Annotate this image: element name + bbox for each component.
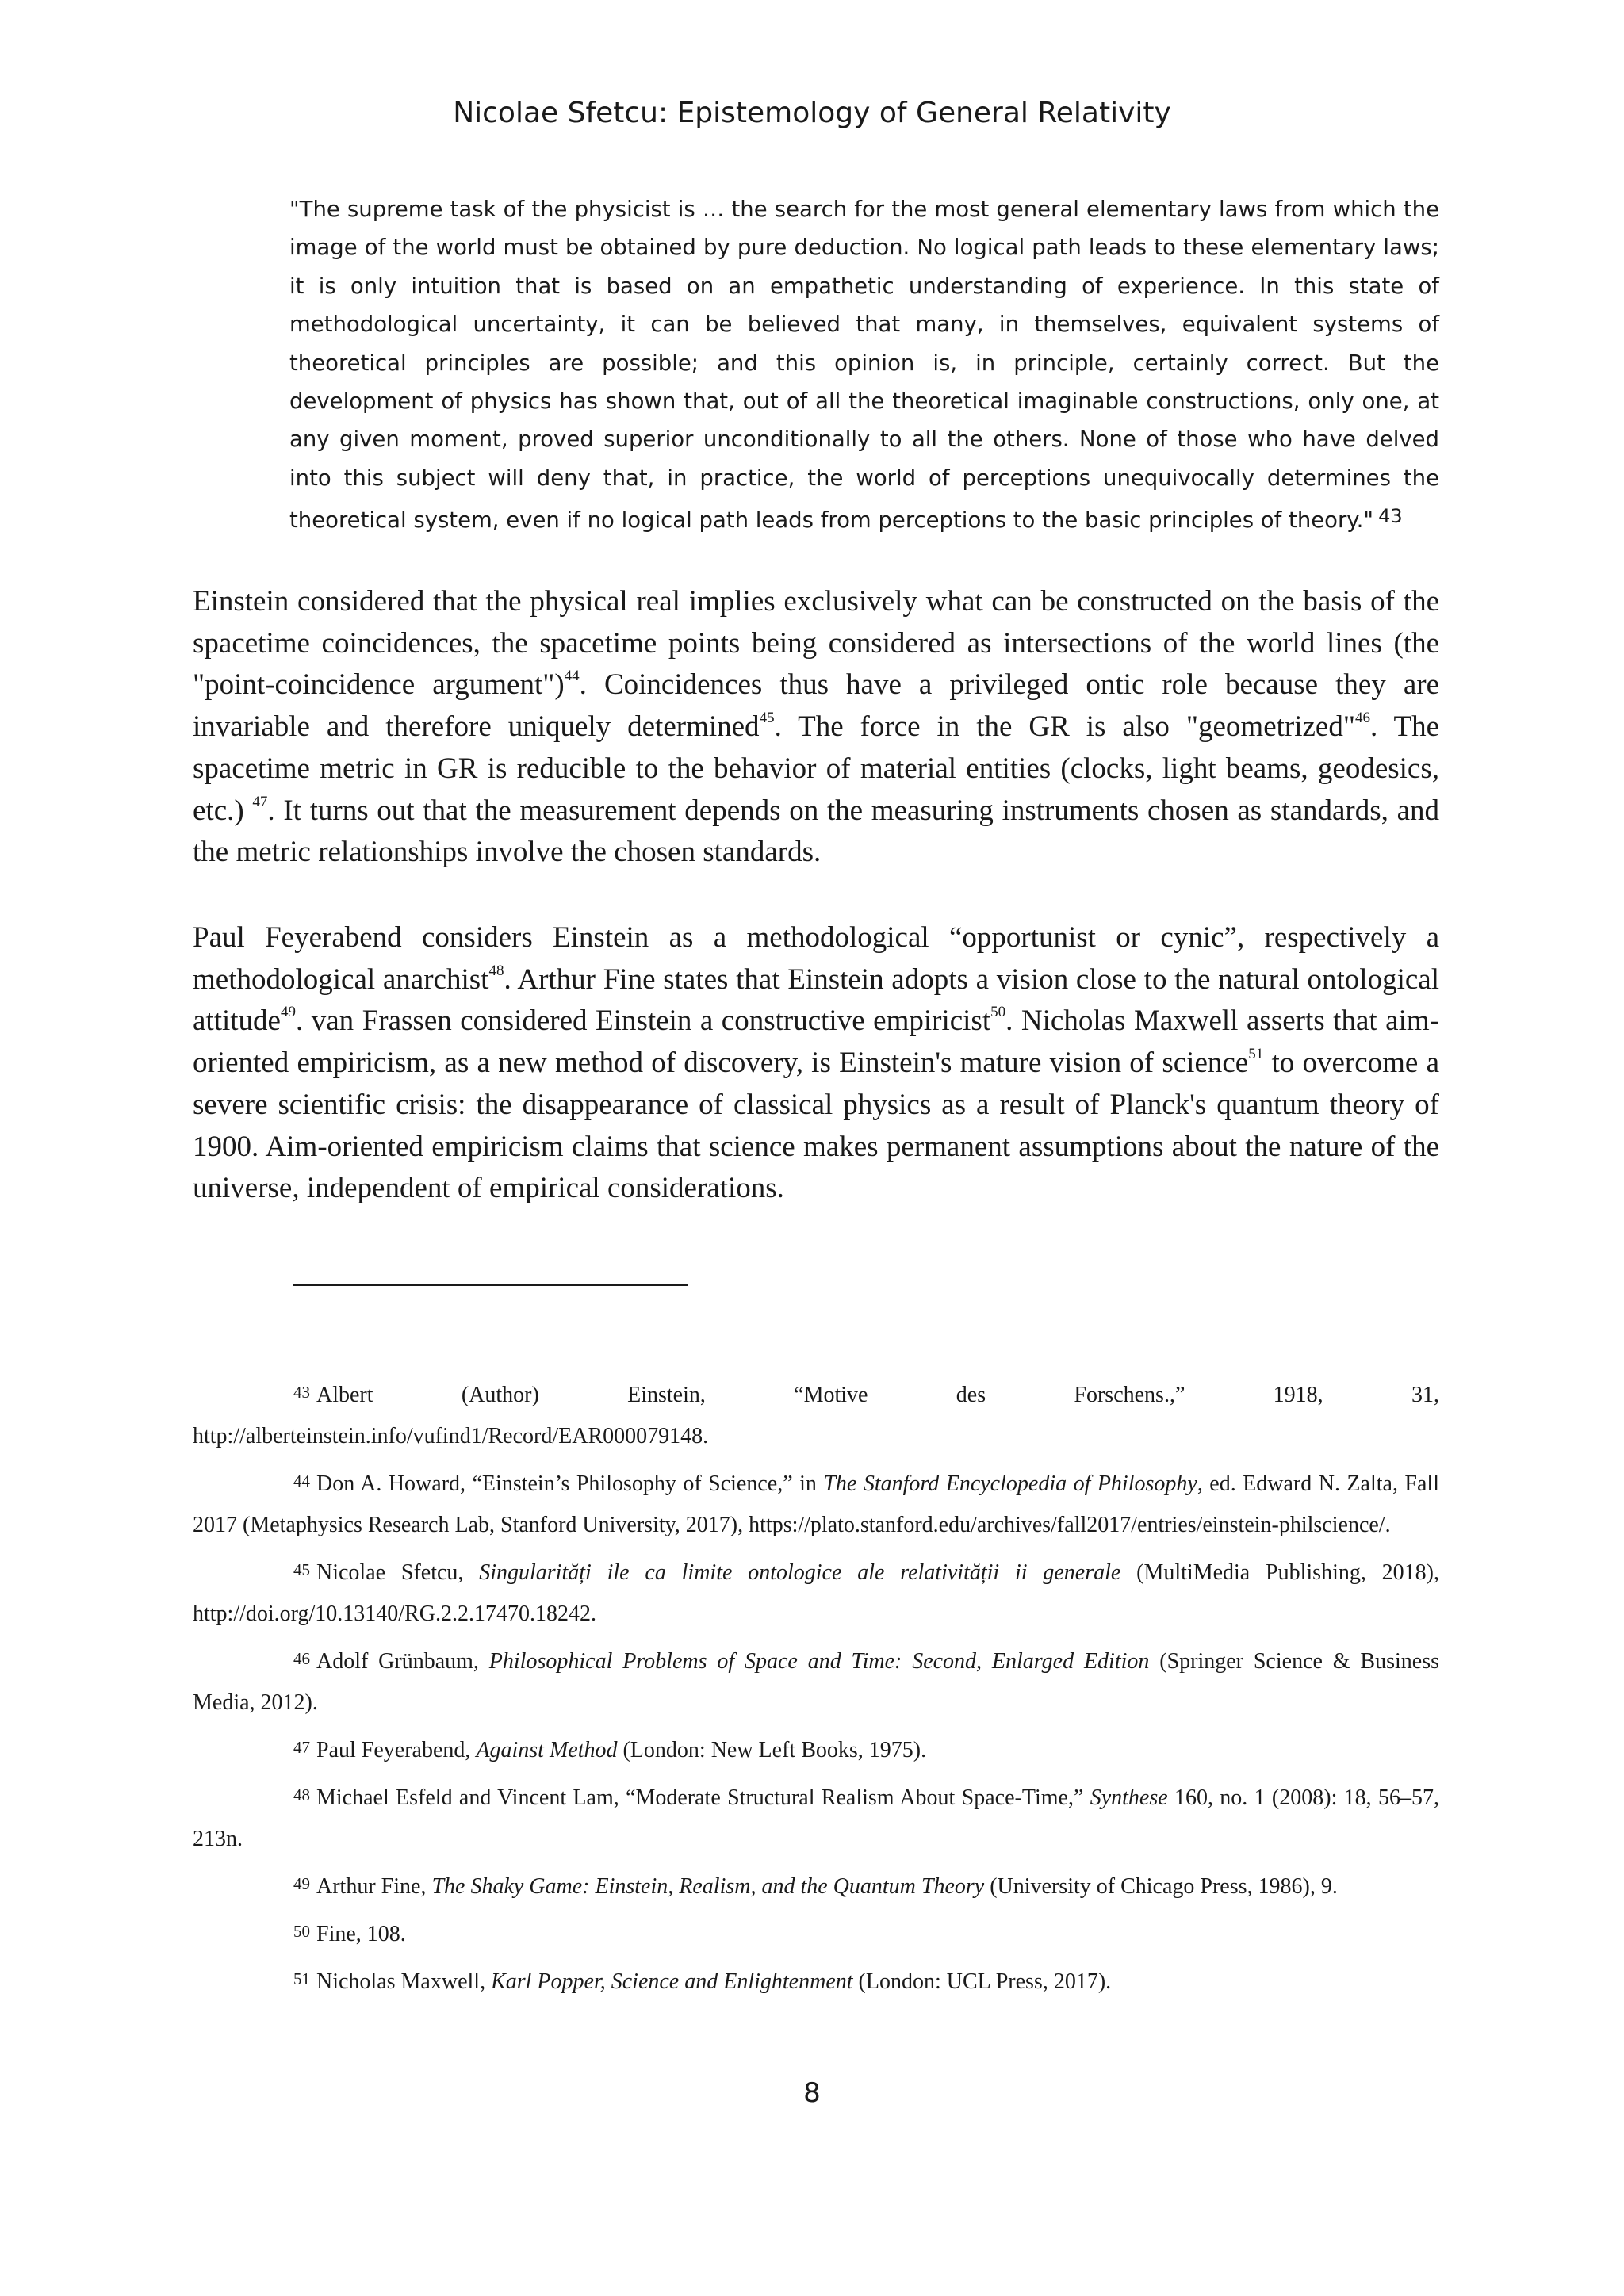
- paragraph-text: . Arthur Fine states that Einstein adopts a vision close to the natural ontological attitude: [193, 962, 1439, 1038]
- footnote-text: Paul Feyerabend,: [316, 1738, 477, 1762]
- footnote-number: 45: [293, 1560, 310, 1579]
- paragraph-text: . Nicholas Maxwell asserts that aim-oriented empiricism, as a new method of discovery, is Einstein's mature vision of science: [193, 1004, 1439, 1080]
- paragraph-feyerabend: [193, 917, 1439, 1210]
- footnote-50: [193, 1911, 1439, 1955]
- footnote-text: (London: New Left Books, 1975).: [617, 1738, 927, 1762]
- footnote-text: , ed. Edward N. Zalta, Fall 2017 (Metaphysics Research Lab, Stanford University, 2017), https://plato.stanford.edu/archives/fall2017/entries/einstein-philscience/.: [193, 1471, 1439, 1537]
- footnote-ref-45[interactable]: 45: [759, 710, 775, 727]
- footnote-title: Karl Popper, Science and Enlightenment: [491, 1969, 853, 1994]
- paragraph-text: to overcome a severe scientific crisis: the disappearance of classical physics as a result of Planck's quantum theory of 1900. Aim-oriented empiricism claims that science makes permanent assumptions about the nature of the universe, independent of empirical considerations.: [193, 1047, 1440, 1205]
- footnote-47: [193, 1727, 1439, 1771]
- footnote-ref-43[interactable]: 43: [1378, 505, 1403, 528]
- footnote-number: 46: [293, 1649, 310, 1668]
- footnote-title: Singularități ile ca limite ontologice ale relativității ii generale: [479, 1560, 1121, 1585]
- footnote-ref-48[interactable]: 48: [488, 962, 504, 979]
- footnote-text: Albert (Author) Einstein, “Motive des Forschens.,” 1918, 31,: [316, 1383, 1439, 1407]
- footnote-48: [193, 1774, 1439, 1860]
- block-quote: [289, 190, 1439, 540]
- footnote-ref-46[interactable]: 46: [1354, 710, 1370, 727]
- footnote-title: Synthese: [1090, 1785, 1168, 1810]
- footnotes: [193, 1372, 1439, 2006]
- footnote-text: (MultiMedia Publishing, 2018), http://doi.org/10.13140/RG.2.2.17470.18242.: [193, 1560, 1439, 1626]
- footnote-number: 48: [293, 1785, 310, 1804]
- footnote-text: (University of Chicago Press, 1986), 9.: [984, 1874, 1338, 1899]
- footnote-text: Nicholas Maxwell,: [316, 1969, 492, 1994]
- paragraph-text: . Coincidences thus have a privileged ontic role because they are invariable and therefore uniquely determined: [193, 668, 1439, 744]
- block-quote-text: "The supreme task of the physicist is … the search for the most general elementary laws from which the image of the world must be obtained by pure deduction. No logical path leads to these elementary laws; it is only intuition that is based on an empathetic understanding of experience. In this state of methodological uncertainty, it can be believed that many, in themselves, equivalent systems of theoretical principles are possible; and this opinion is, in principle, certainly correct. But the development of physics has shown that, out of all the theoretical imaginable constructions, only one, at any given moment, proved superior unconditionally to all the others. None of those who have delved into this subject will deny that, in practice, the world of perceptions unequivocally determines the theoretical system, even if no logical path leads from perceptions to the basic principles of theory.": [289, 197, 1439, 534]
- running-header: Nicolae Sfetcu: Epistemology of General Relativity: [453, 97, 1171, 129]
- footnote-number: 51: [293, 1969, 310, 1988]
- paragraph-text: . van Frassen considered Einstein a constructive empiricist: [295, 1004, 991, 1038]
- footnote-ref-50[interactable]: 50: [990, 1004, 1006, 1021]
- footnote-43: [193, 1372, 1439, 1457]
- paragraph-point-coincidence: [193, 581, 1439, 874]
- footnote-46: [193, 1638, 1439, 1724]
- footnote-text: (London: UCL Press, 2017).: [852, 1969, 1112, 1994]
- footnote-separator: [293, 1284, 688, 1286]
- footnote-text: Arthur Fine,: [316, 1874, 432, 1899]
- footnote-title: The Stanford Encyclopedia of Philosophy: [823, 1471, 1197, 1496]
- paragraph-text: . It turns out that the measurement depends on the measuring instruments chosen as standards, and the metric relationships involve the chosen standards.: [193, 794, 1439, 869]
- footnote-link[interactable]: http://alberteinstein.info/vufind1/Record/EAR000079148.: [193, 1424, 709, 1448]
- page-number: 8: [803, 2077, 821, 2109]
- footnote-number: 47: [293, 1738, 310, 1757]
- footnote-title: Philosophical Problems of Space and Time: Second, Enlarged Edition: [488, 1649, 1150, 1674]
- paragraph-text: Einstein considered that the physical real implies exclusively what can be constructed on the basis of the spacetime coincidences, the spacetime points being considered as intersections of the world lines (the "point-coincidence argument"): [193, 585, 1439, 702]
- footnote-title: The Shaky Game: Einstein, Realism, and the Quantum Theory: [431, 1874, 985, 1899]
- footnote-text: (Springer Science & Business Media, 2012).: [193, 1649, 1439, 1715]
- footnote-number: 50: [293, 1922, 310, 1941]
- footnote-51: [193, 1958, 1439, 2003]
- paragraph-text: Paul Feyerabend considers Einstein as a methodological “opportunist or cynic”, respectively a methodological anarchist: [193, 921, 1439, 996]
- footnote-ref-44[interactable]: 44: [564, 668, 580, 685]
- footnote-ref-47[interactable]: 47: [252, 793, 268, 810]
- paragraph-text: . The force in the GR is also "geometrized": [774, 710, 1355, 744]
- footnote-text: 160, no. 1 (2008): 18, 56–57, 213n.: [193, 1785, 1439, 1851]
- footnote-title: Against Method: [476, 1738, 618, 1762]
- footnote-text: Michael Esfeld and Vincent Lam, “Moderate Structural Realism About Space-Time,”: [316, 1785, 1090, 1810]
- footnote-49: [193, 1863, 1439, 1908]
- footnote-number: 49: [293, 1874, 310, 1893]
- footnote-number: 44: [293, 1471, 310, 1490]
- footnote-text: Nicolae Sfetcu,: [316, 1560, 480, 1585]
- paragraph-text: . The spacetime metric in GR is reducible to the behavior of material entities (clocks, light beams, geodesics, etc.): [193, 710, 1440, 827]
- footnote-ref-49[interactable]: 49: [280, 1004, 296, 1021]
- footnote-number: 43: [293, 1383, 310, 1402]
- footnote-text: Fine, 108.: [316, 1922, 406, 1946]
- footnote-text: Don A. Howard, “Einstein’s Philosophy of Science,” in: [316, 1471, 824, 1496]
- footnote-44: [193, 1460, 1439, 1546]
- footnote-45: [193, 1549, 1439, 1635]
- footnote-text: Adolf Grünbaum,: [316, 1649, 489, 1674]
- footnote-ref-51[interactable]: 51: [1248, 1046, 1264, 1063]
